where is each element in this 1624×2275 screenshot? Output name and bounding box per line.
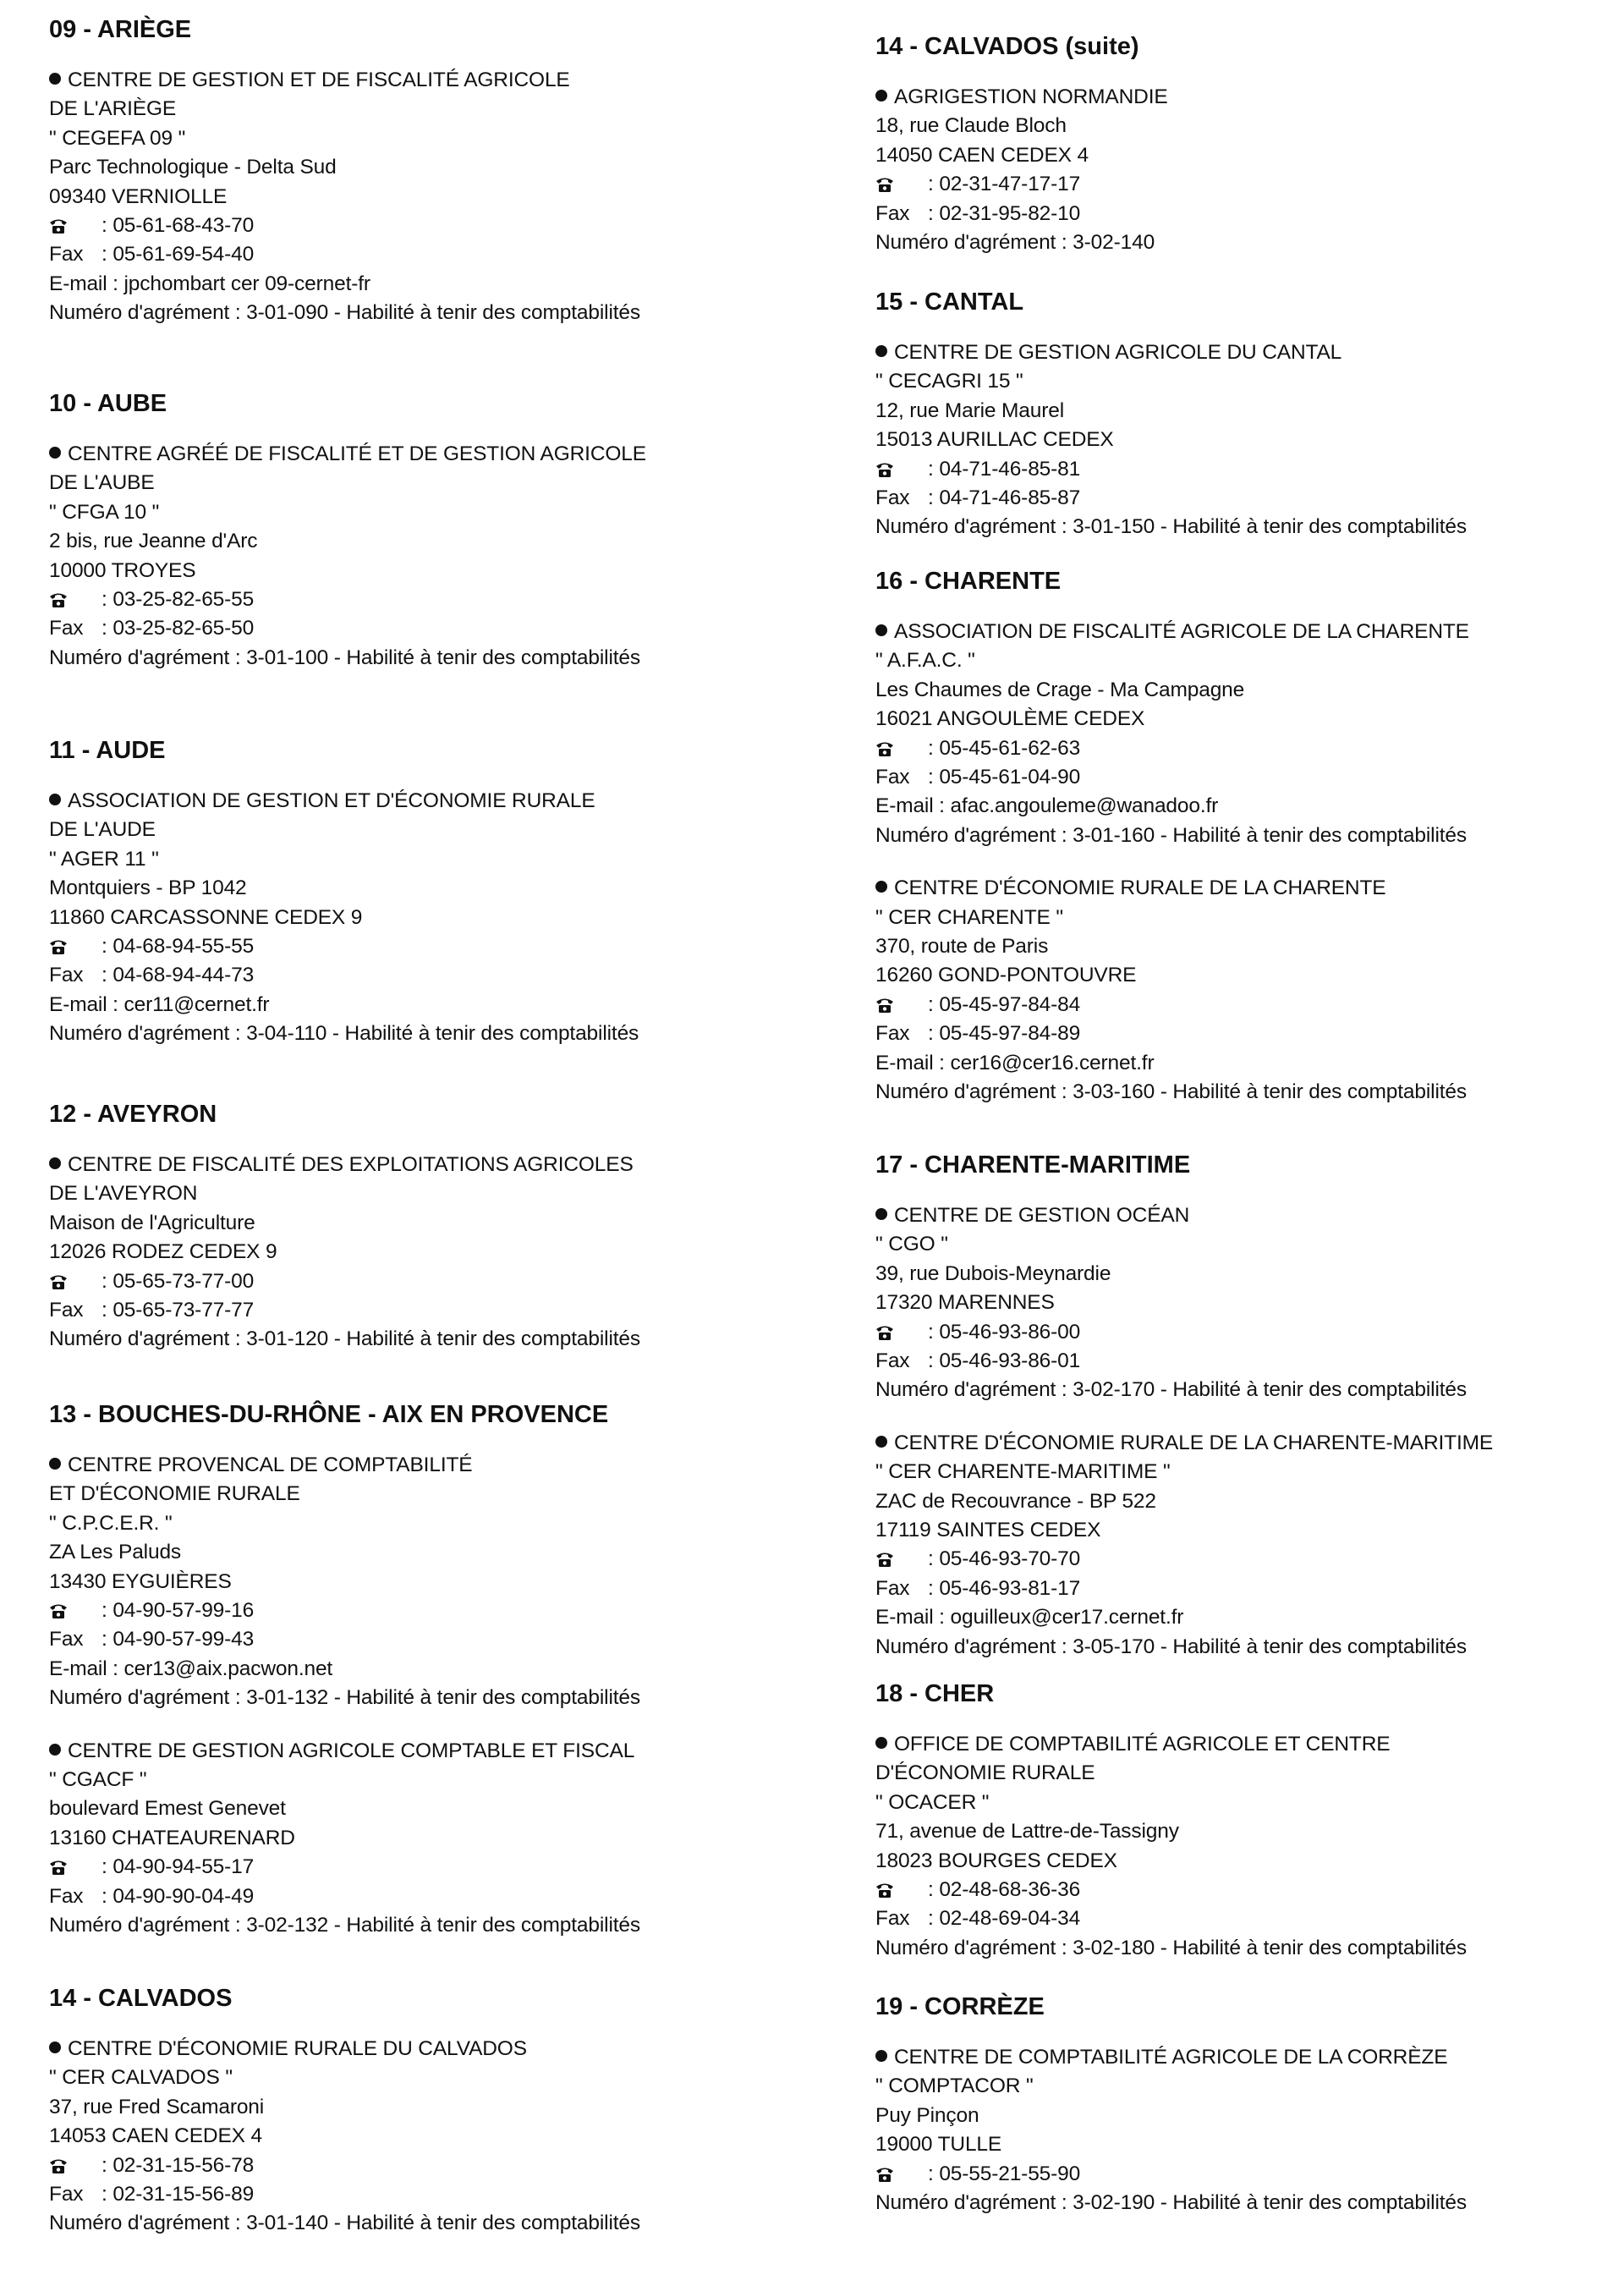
fax-line: [49, 240, 810, 269]
agrement-line: Numéro d'agrément : 3-02-190 - Habilité à tenir des comptabilités: [875, 2191, 1467, 2215]
organization-entry: [49, 2035, 810, 2239]
bullet-icon: [49, 1744, 61, 1756]
address-line: 37, rue Fred Scamaroni: [49, 2095, 265, 2118]
email-line[interactable]: E-mail : afac.angouleme@wanadoo.fr: [875, 794, 1219, 818]
address-line: 09340 VERNIOLLE: [49, 184, 228, 208]
phone-line: [49, 585, 810, 614]
fax-line: [875, 484, 1620, 513]
fax-label: Fax: [49, 243, 84, 267]
organization-name: [49, 1737, 810, 1766]
address-line: 15013 AURILLAC CEDEX: [875, 428, 1114, 452]
fax-number: : 05-65-73-77-77: [102, 1299, 255, 1322]
organization-name: [875, 1759, 1620, 1788]
department-heading: 18 - CHER: [875, 1680, 995, 1707]
fax-number: : 04-71-46-85-87: [928, 486, 1081, 510]
address-line: " C.P.C.E.R. ": [49, 1511, 173, 1535]
department-section: [875, 1151, 1620, 1662]
organization-name-text: DE L'ARIÈGE: [49, 97, 177, 121]
fax-line: [49, 2180, 810, 2209]
fax-label: Fax: [49, 1628, 84, 1651]
phone-number[interactable]: : 02-48-68-36-36: [928, 1878, 1081, 1902]
agrement-line: Numéro d'agrément : 3-01-090 - Habilité à tenir des comptabilités: [49, 301, 640, 325]
phone-number[interactable]: : 05-55-21-55-90: [928, 2162, 1081, 2185]
department-section: [49, 15, 810, 328]
organization-name-text: CENTRE D'ÉCONOMIE RURALE DU CALVADOS: [68, 2037, 527, 2060]
organization-name: [875, 1730, 1620, 1759]
bullet-icon: [49, 2041, 61, 2053]
address-line: 14050 CAEN CEDEX 4: [875, 143, 1089, 167]
agrement-line: Numéro d'agrément : 3-02-132 - Habilité à tenir des comptabilités: [49, 1914, 640, 1937]
organization-name: [49, 1451, 810, 1480]
bullet-icon: [875, 1208, 887, 1220]
organization-name-text: D'ÉCONOMIE RURALE: [875, 1761, 1095, 1785]
bullet-icon: [49, 794, 61, 805]
address-line: Les Chaumes de Crage - Ma Campagne: [875, 678, 1245, 701]
telephone-icon: [875, 1882, 928, 1899]
department-section: [875, 1992, 1620, 2217]
bullet-icon: [49, 447, 61, 459]
phone-line: [49, 2151, 810, 2180]
telephone-icon: [875, 1324, 928, 1341]
address-line: Parc Technologique - Delta Sud: [49, 156, 337, 179]
organization-name-text: CENTRE DE COMPTABILITÉ AGRICOLE DE LA CORRÈZE: [894, 2046, 1448, 2069]
phone-number[interactable]: : 04-71-46-85-81: [928, 457, 1081, 481]
organization-name: [49, 469, 810, 497]
organization-entry: [875, 1730, 1620, 1963]
phone-number[interactable]: : 05-45-97-84-84: [928, 992, 1081, 1016]
organization-name: [49, 1480, 810, 1508]
fax-number: : 05-45-61-04-90: [928, 766, 1081, 789]
phone-number[interactable]: : 05-61-68-43-70: [102, 214, 255, 238]
organization-entry: [49, 1451, 810, 1713]
fax-number: : 03-25-82-65-50: [102, 617, 255, 640]
department-section: [875, 288, 1620, 542]
bullet-icon: [49, 73, 61, 85]
telephone-icon: [49, 217, 102, 234]
department-heading: 10 - AUBE: [49, 390, 167, 417]
address-line: 17119 SAINTES CEDEX: [875, 1519, 1101, 1542]
address-line: Montquiers - BP 1042: [49, 876, 247, 900]
address-line: ZA Les Paluds: [49, 1541, 182, 1564]
organization-entry: [875, 1429, 1620, 1662]
department-section: [49, 736, 810, 1049]
organization-name: [49, 787, 810, 816]
address-line: 14053 CAEN CEDEX 4: [49, 2124, 262, 2148]
address-line: " OCACER ": [875, 1790, 990, 1814]
fax-line: [49, 1882, 810, 1911]
phone-number[interactable]: : 04-68-94-55-55: [102, 935, 255, 959]
address-line: " CGACF ": [49, 1768, 147, 1792]
agrement-line: Numéro d'agrément : 3-01-100 - Habilité à tenir des comptabilités: [49, 646, 640, 669]
organization-name: [49, 1151, 810, 1179]
telephone-icon: [49, 1273, 102, 1290]
organization-name: [49, 95, 810, 124]
department-section: [875, 1679, 1620, 1963]
fax-number: : 05-61-69-54-40: [102, 243, 255, 267]
organization-entry: [49, 440, 810, 673]
phone-line: [49, 932, 810, 961]
agrement-line: Numéro d'agrément : 3-04-110 - Habilité à tenir des comptabilités: [49, 1022, 639, 1046]
fax-number: : 05-45-97-84-89: [928, 1022, 1081, 1046]
bullet-icon: [875, 2050, 887, 2062]
agrement-line: Numéro d'agrément : 3-01-140 - Habilité à tenir des comptabilités: [49, 2212, 640, 2235]
organization-entry: [875, 1201, 1620, 1405]
phone-number[interactable]: : 04-90-94-55-17: [102, 1855, 255, 1879]
organization-entry: [875, 338, 1620, 542]
department-heading: 14 - CALVADOS (suite): [875, 33, 1139, 60]
organization-name: [875, 1201, 1620, 1230]
email-line[interactable]: E-mail : oguilleux@cer17.cernet.fr: [875, 1606, 1184, 1629]
organization-name-text: CENTRE D'ÉCONOMIE RURALE DE LA CHARENTE: [894, 876, 1386, 900]
email-line[interactable]: E-mail : jpchombart cer 09-cernet-fr: [49, 272, 370, 295]
organization-name-text: DE L'AVEYRON: [49, 1182, 198, 1206]
organization-name-text: CENTRE PROVENCAL DE COMPTABILITÉ: [68, 1453, 473, 1476]
organization-name-text: DE L'AUDE: [49, 818, 156, 842]
fax-line: [875, 1019, 1620, 1048]
fax-number: : 02-31-95-82-10: [928, 201, 1081, 225]
bullet-icon: [875, 624, 887, 636]
organization-name: [49, 816, 810, 844]
department-heading: 13 - BOUCHES-DU-RHÔNE - AIX EN PROVENCE: [49, 1401, 609, 1428]
address-line: 16021 ANGOULÈME CEDEX: [875, 707, 1145, 731]
organization-entry: [49, 66, 810, 328]
phone-line: [875, 1876, 1620, 1904]
phone-line: [49, 1267, 810, 1296]
fax-number: : 04-90-90-04-49: [102, 1884, 255, 1908]
bullet-icon: [875, 881, 887, 893]
department-heading: 11 - AUDE: [49, 737, 166, 764]
phone-line: [875, 170, 1620, 199]
fax-label: Fax: [875, 201, 910, 225]
department-heading: 12 - AVEYRON: [49, 1101, 217, 1128]
agrement-line: Numéro d'agrément : 3-02-170 - Habilité à tenir des comptabilités: [875, 1378, 1467, 1402]
agrement-line: Numéro d'agrément : 3-03-160 - Habilité à tenir des comptabilités: [875, 1080, 1467, 1104]
email-line[interactable]: E-mail : cer11@cernet.fr: [49, 992, 270, 1016]
agrement-line: Numéro d'agrément : 3-05-170 - Habilité à tenir des comptabilités: [875, 1635, 1467, 1658]
fax-label: Fax: [875, 1907, 910, 1931]
organization-entry: [49, 787, 810, 1049]
telephone-icon: [49, 1602, 102, 1619]
organization-name: [49, 440, 810, 469]
organization-name: [49, 1179, 810, 1208]
fax-line: [875, 1904, 1620, 1933]
organization-name-text: ET D'ÉCONOMIE RURALE: [49, 1482, 300, 1506]
telephone-icon: [875, 740, 928, 757]
phone-number[interactable]: : 05-65-73-77-00: [102, 1269, 255, 1293]
phone-line: [49, 1596, 810, 1625]
address-line: " CEGEFA 09 ": [49, 126, 186, 150]
department-section: [49, 1100, 810, 1355]
organization-name: [49, 66, 810, 95]
department-heading: 15 - CANTAL: [875, 288, 1024, 316]
department-section: [49, 389, 810, 673]
organization-name: [875, 618, 1620, 646]
phone-line: [875, 1318, 1620, 1347]
phone-line: [875, 1545, 1620, 1574]
fax-number: : 02-31-15-56-89: [102, 2183, 255, 2206]
department-heading: 17 - CHARENTE-MARITIME: [875, 1151, 1191, 1179]
phone-line: [875, 455, 1620, 484]
department-heading: 14 - CALVADOS: [49, 1985, 233, 2012]
agrement-line: Numéro d'agrément : 3-02-180 - Habilité à tenir des comptabilités: [875, 1936, 1467, 1959]
phone-line: [49, 212, 810, 240]
fax-line: [49, 1625, 810, 1654]
address-line: " CFGA 10 ": [49, 500, 160, 524]
fax-label: Fax: [875, 766, 910, 789]
organization-name-text: CENTRE DE GESTION AGRICOLE DU CANTAL: [894, 341, 1342, 364]
bullet-icon: [49, 1157, 61, 1169]
phone-number[interactable]: : 03-25-82-65-55: [102, 588, 255, 612]
address-line: " CGO ": [875, 1233, 948, 1256]
telephone-icon: [49, 938, 102, 955]
phone-number[interactable]: : 05-46-93-86-00: [928, 1320, 1081, 1344]
fax-number: : 05-46-93-81-17: [928, 1576, 1081, 1600]
address-line: " CER CHARENTE ": [875, 905, 1063, 929]
address-line: 39, rue Dubois-Meynardie: [875, 1261, 1111, 1285]
department-heading: 19 - CORRÈZE: [875, 1993, 1045, 2020]
organization-name-text: ASSOCIATION DE GESTION ET D'ÉCONOMIE RURALE: [68, 789, 595, 812]
address-line: 71, avenue de Lattre-de-Tassigny: [875, 1820, 1179, 1844]
organization-name-text: CENTRE DE GESTION OCÉAN: [894, 1204, 1190, 1227]
telephone-icon: [875, 2166, 928, 2183]
address-line: 370, route de Paris: [875, 935, 1049, 959]
bullet-icon: [875, 1737, 887, 1749]
organization-name: [875, 2043, 1620, 2072]
address-line: " AGER 11 ": [49, 847, 159, 871]
address-line: 17320 MARENNES: [875, 1291, 1055, 1315]
bullet-icon: [875, 90, 887, 102]
agrement-line: Numéro d'agrément : 3-01-160 - Habilité à tenir des comptabilités: [875, 823, 1467, 847]
address-line: " CER CHARENTE-MARITIME ": [875, 1460, 1171, 1484]
fax-line: [49, 961, 810, 990]
fax-label: Fax: [875, 1022, 910, 1046]
department-section: [875, 32, 1620, 257]
organization-name: [49, 2035, 810, 2063]
fax-line: [875, 200, 1620, 228]
address-line: boulevard Emest Genevet: [49, 1797, 286, 1821]
organization-name: [875, 83, 1620, 112]
organization-name-text: CENTRE DE FISCALITÉ DES EXPLOITATIONS AGRICOLES: [68, 1153, 634, 1176]
organization-name-text: DE L'AUBE: [49, 471, 155, 495]
address-line: 12026 RODEZ CEDEX 9: [49, 1240, 277, 1264]
agrement-line: Numéro d'agrément : 3-01-132 - Habilité à tenir des comptabilités: [49, 1686, 640, 1710]
address-line: " CER CALVADOS ": [49, 2066, 233, 2090]
phone-number[interactable]: : 02-31-47-17-17: [928, 173, 1081, 196]
organization-name: [875, 1429, 1620, 1458]
telephone-icon: [875, 997, 928, 1014]
bullet-icon: [49, 1458, 61, 1470]
department-heading: 09 - ARIÈGE: [49, 16, 192, 43]
organization-name-text: OFFICE DE COMPTABILITÉ AGRICOLE ET CENTRE: [894, 1733, 1391, 1756]
fax-label: Fax: [49, 1299, 84, 1322]
address-line: Maison de l'Agriculture: [49, 1211, 255, 1234]
address-line: 16260 GOND-PONTOUVRE: [875, 964, 1137, 987]
address-line: " CECAGRI 15 ": [875, 370, 1023, 393]
fax-line: [49, 1296, 810, 1325]
organization-name-text: ASSOCIATION DE FISCALITÉ AGRICOLE DE LA CHARENTE: [894, 620, 1469, 643]
fax-label: Fax: [875, 486, 910, 510]
phone-number[interactable]: : 05-46-93-70-70: [928, 1547, 1081, 1571]
phone-number[interactable]: : 02-31-15-56-78: [102, 2153, 255, 2177]
organization-entry: [875, 618, 1620, 850]
telephone-icon: [875, 176, 928, 193]
address-line: 18, rue Claude Bloch: [875, 114, 1067, 138]
fax-label: Fax: [49, 1884, 84, 1908]
organization-entry: [49, 1151, 810, 1355]
department-heading: 16 - CHARENTE: [875, 568, 1062, 595]
fax-number: : 05-46-93-86-01: [928, 1349, 1081, 1373]
address-line: " COMPTACOR ": [875, 2074, 1034, 2098]
department-section: [875, 567, 1620, 1107]
phone-line: [875, 991, 1620, 1019]
fax-line: [875, 763, 1620, 792]
organization-name-text: CENTRE DE GESTION AGRICOLE COMPTABLE ET FISCAL: [68, 1739, 635, 1762]
address-line: 10000 TROYES: [49, 558, 196, 582]
phone-line: [875, 734, 1620, 763]
agrement-line: Numéro d'agrément : 3-01-120 - Habilité à tenir des comptabilités: [49, 1327, 640, 1351]
fax-label: Fax: [875, 1576, 910, 1600]
agrement-line: Numéro d'agrément : 3-01-150 - Habilité à tenir des comptabilités: [875, 515, 1467, 539]
address-line: 19000 TULLE: [875, 2133, 1002, 2157]
address-line: Puy Pinçon: [875, 2103, 979, 2127]
phone-line: [49, 1853, 810, 1882]
organization-entry: [875, 2043, 1620, 2217]
phone-number[interactable]: : 04-90-57-99-16: [102, 1599, 255, 1623]
fax-line: [49, 614, 810, 643]
agrement-line: Numéro d'agrément : 3-02-140: [875, 231, 1155, 255]
organization-entry: [875, 83, 1620, 257]
organization-entry: [875, 874, 1620, 1107]
address-line: " A.F.A.C. ": [875, 649, 975, 673]
telephone-icon: [49, 2157, 102, 2174]
department-section: [49, 1984, 810, 2239]
organization-name-text: CENTRE D'ÉCONOMIE RURALE DE LA CHARENTE-MARITIME: [894, 1431, 1494, 1454]
organization-name-text: CENTRE DE GESTION ET DE FISCALITÉ AGRICOLE: [68, 69, 570, 91]
address-line: ZAC de Recouvrance - BP 522: [875, 1489, 1156, 1513]
phone-line: [875, 2160, 1620, 2189]
address-line: 11860 CARCASSONNE CEDEX 9: [49, 905, 363, 929]
telephone-icon: [875, 461, 928, 478]
fax-line: [875, 1574, 1620, 1603]
address-line: 2 bis, rue Jeanne d'Arc: [49, 530, 258, 553]
fax-number: : 04-90-57-99-43: [102, 1628, 255, 1651]
organization-name: [875, 338, 1620, 367]
phone-number[interactable]: : 05-45-61-62-63: [928, 736, 1081, 760]
bullet-icon: [875, 345, 887, 357]
email-line[interactable]: E-mail : cer13@aix.pacwon.net: [49, 1657, 333, 1680]
fax-label: Fax: [49, 617, 84, 640]
fax-number: : 02-48-69-04-34: [928, 1907, 1081, 1931]
fax-label: Fax: [875, 1349, 910, 1373]
address-line: 18023 BOURGES CEDEX: [875, 1849, 1117, 1872]
organization-name: [875, 874, 1620, 903]
address-line: 12, rue Marie Maurel: [875, 398, 1065, 422]
department-section: [49, 1400, 810, 1941]
telephone-icon: [875, 1551, 928, 1568]
email-line[interactable]: E-mail : cer16@cer16.cernet.fr: [875, 1051, 1155, 1074]
bullet-icon: [875, 1436, 887, 1448]
fax-label: Fax: [49, 964, 84, 987]
fax-number: : 04-68-94-44-73: [102, 964, 255, 987]
telephone-icon: [49, 1859, 102, 1876]
fax-label: Fax: [49, 2183, 84, 2206]
address-line: 13160 CHATEAURENARD: [49, 1826, 295, 1849]
fax-line: [875, 1347, 1620, 1376]
organization-name-text: CENTRE AGRÉÉ DE FISCALITÉ ET DE GESTION AGRICOLE: [68, 442, 646, 465]
telephone-icon: [49, 591, 102, 608]
organization-name-text: AGRIGESTION NORMANDIE: [894, 85, 1168, 108]
address-line: 13430 EYGUIÈRES: [49, 1569, 232, 1593]
organization-entry: [49, 1737, 810, 1941]
